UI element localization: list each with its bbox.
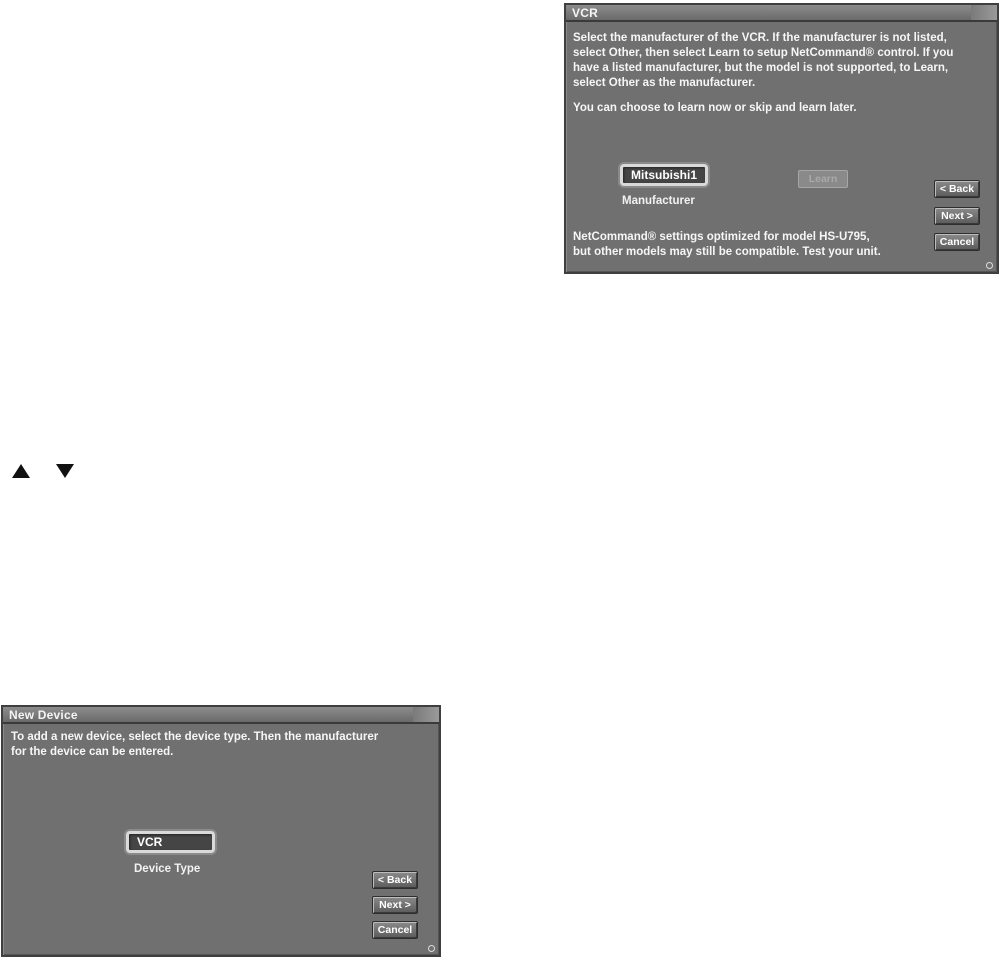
note-line: NetCommand® settings optimized for model HS-U795, [573, 231, 870, 243]
status-indicator-icon [986, 262, 993, 269]
vcr-dialog [564, 3, 999, 274]
titlebar-bevel [971, 5, 997, 20]
new-device-dialog [1, 705, 441, 957]
vcr-learn-hint: You can choose to learn now or skip and learn later. [573, 102, 857, 114]
vcr-instructions [573, 31, 993, 91]
manufacturer-select[interactable]: Mitsubishi1 [620, 164, 708, 186]
back-button[interactable]: < Back [372, 871, 418, 889]
dialog-title: VCR [572, 6, 598, 20]
device-type-label: Device Type [134, 863, 201, 875]
instruction-line: have a listed manufacturer, but the model is not supported, to Learn, [573, 62, 949, 74]
vcr-compat-note [573, 230, 923, 260]
device-type-select[interactable]: VCR [126, 831, 215, 853]
back-button[interactable]: < Back [934, 180, 980, 198]
instruction-line: Select the manufacturer of the VCR. If the manufacturer is not listed, [573, 32, 947, 44]
vcr-dialog-titlebar [566, 5, 997, 22]
instruction-line: To add a new device, select the device type. Then the manufacturer [11, 731, 379, 743]
arrow-indicators [8, 462, 78, 482]
down-arrow-icon [56, 464, 74, 478]
manufacturer-label: Manufacturer [622, 195, 695, 207]
instruction-line: select Other as the manufacturer. [573, 77, 756, 89]
next-button[interactable]: Next > [372, 896, 418, 914]
new-device-titlebar [3, 707, 439, 724]
new-device-instructions [11, 730, 431, 760]
note-line: but other models may still be compatible. Test your unit. [573, 246, 881, 258]
next-button[interactable]: Next > [934, 207, 980, 225]
learn-button[interactable]: Learn [798, 170, 848, 188]
status-indicator-icon [428, 945, 435, 952]
cancel-button[interactable]: Cancel [934, 233, 980, 251]
up-arrow-icon [12, 464, 30, 478]
dialog-title: New Device [9, 708, 78, 722]
instruction-line: select Other, then select Learn to setup NetCommand® control. If you [573, 47, 954, 59]
titlebar-bevel [413, 707, 439, 722]
cancel-button[interactable]: Cancel [372, 921, 418, 939]
instruction-line: for the device can be entered. [11, 746, 174, 758]
